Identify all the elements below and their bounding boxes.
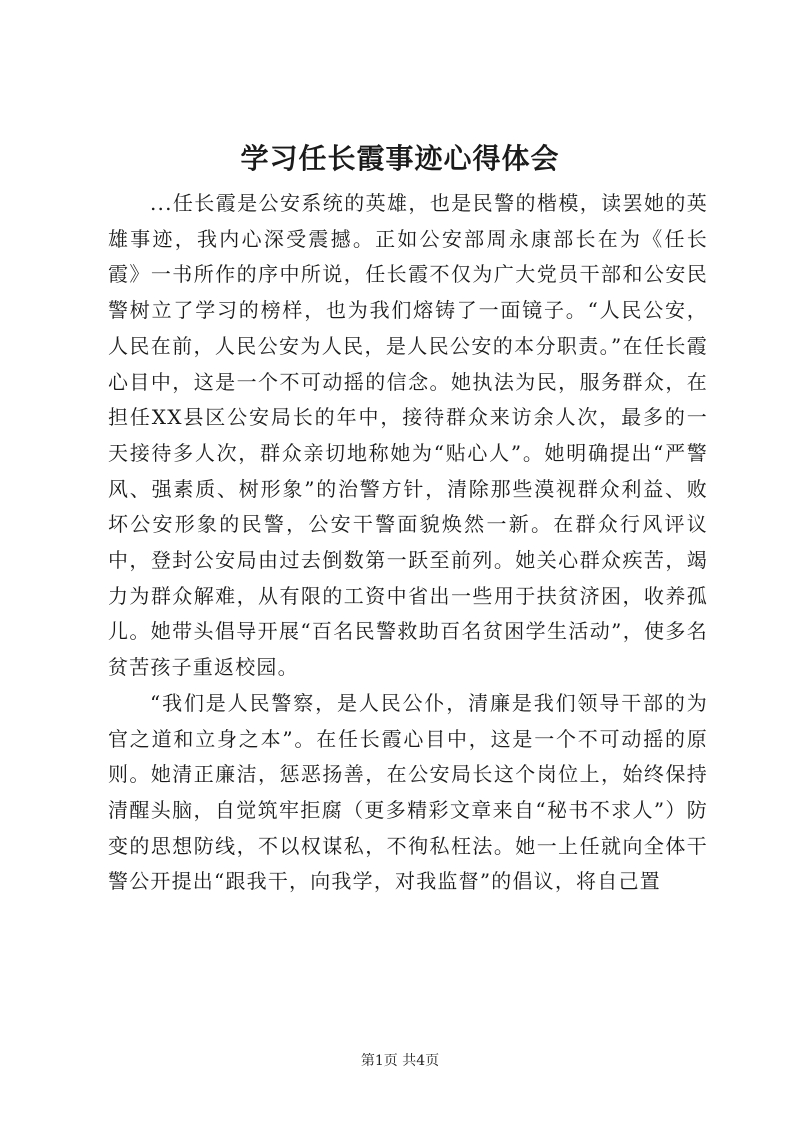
document-title: 学习任长霞事迹心得体会 bbox=[240, 142, 560, 175]
page-footer: 第1页 共4页 bbox=[360, 1053, 440, 1069]
document-body bbox=[108, 186, 708, 900]
paragraph-2: “我们是人民警察，是人民公仆，清廉是我们领导干部的为官之道和立身之本”。在任长霞心目中，这是一个不可动摇的原则。她清正廉洁，惩恶扬善，在公安局长这个岗位上，始终保持清醒头脑，自觉筑牢拒腐（更多精彩文章来自“秘书不求人”）防变的思想防线，不以权谋私，不徇私枉法。她一上任就向全体干警公开提出“跟我干，向我学，对我监督”的倡议，将自己置 bbox=[108, 690, 708, 894]
paragraph-1: ...任长霞是公安系统的英雄，也是民警的楷模，读罢她的英雄事迹，我内心深受震撼。正如公安部周永康部长在为《任长霞》一书所作的序中所说，任长霞不仅为广大党员干部和公安民警树立了学习的榜样，也为我们熔铸了一面镜子。“人民公安，人民在前，人民公安为人民，是人民公安的本分职责。”在任长霞心目中，这是一个不可动摇的信念。她执法为民，服务群众，在担任XX县区公安局长的年中，接待群众来访余人次，最多的一天接待多人次，群众亲切地称她为“贴心人”。她明确提出“严警风、强素质、树形象”的治警方针，清除那些漠视群众利益、败坏公安形象的民警，公安干警面貌焕然一新。在群众行风评议中，登封公安局由过去倒数第一跃至前列。她关心群众疾苦，竭力为群众解难，从有限的工资中省出一些用于扶贫济困，收养孤儿。她带头倡导开展“百名民警救助百名贫困学生活动”，使多名贫苦孩子重返校园。 bbox=[108, 191, 708, 680]
